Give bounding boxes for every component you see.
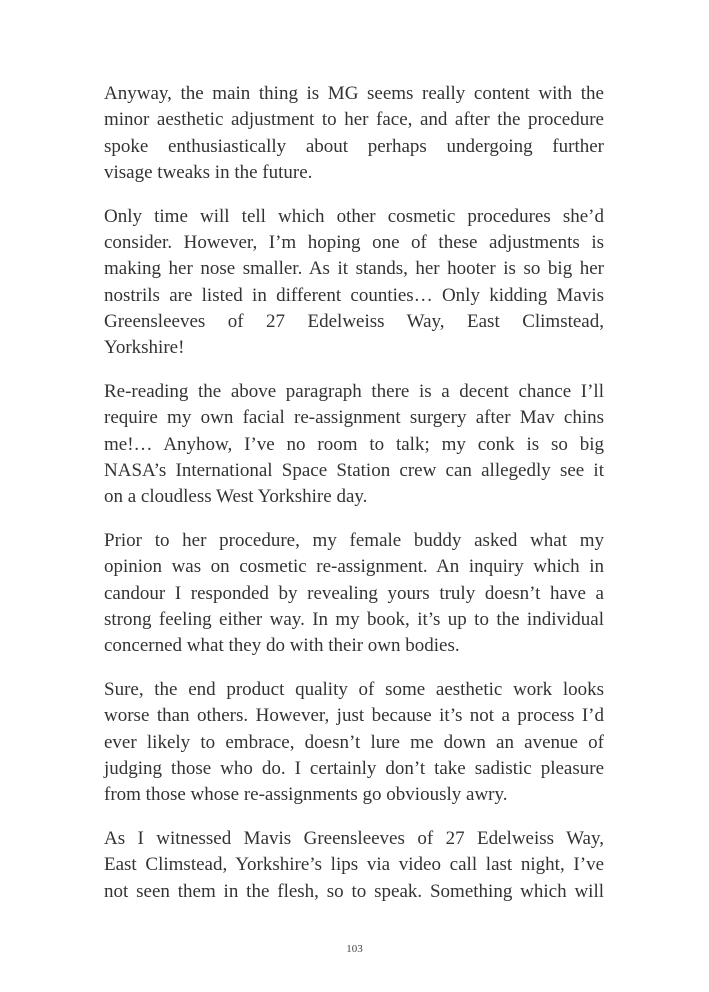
text-line: Prior to her procedure, my female buddy asked what my (104, 529, 604, 551)
text-line: Only time will tell which other cosmetic procedures she’d (104, 205, 604, 227)
text-line: making her nose smaller. As it stands, her hooter is so big her (104, 258, 604, 280)
paragraph (104, 81, 604, 186)
text-line: Sure, the end product quality of some aesthetic work looks (104, 678, 604, 700)
text-line: strong feeling either way. In my book, it’s up to the individual (104, 608, 604, 630)
paragraph (104, 379, 604, 510)
paragraph (104, 677, 604, 808)
text-line: on a cloudless West Yorkshire day. (104, 486, 368, 508)
text-line: ever likely to embrace, doesn’t lure me down an avenue of (104, 731, 604, 753)
text-line: Anyway, the main thing is MG seems really content with the (104, 83, 604, 104)
text-line: candour I responded by revealing yours truly doesn’t have a (104, 582, 604, 604)
paragraph (104, 528, 604, 659)
text-line: worse than others. However, just because it’s not a process I’d (104, 705, 604, 727)
text-line: NASA’s International Space Station crew can allegedly see it (104, 459, 604, 481)
text-line: opinion was on cosmetic re-assignment. An inquiry which in (104, 556, 604, 578)
text-line: concerned what they do with their own bodies. (104, 635, 460, 657)
text-line: nostrils are listed in different counties… Only kidding Mavis (104, 284, 604, 306)
text-line: not seen them in the flesh, so to speak. Something which will (104, 880, 604, 902)
paragraph (104, 826, 604, 905)
text-line: from those whose re-assignments go obviously awry. (104, 784, 508, 806)
text-line: judging those who do. I certainly don’t take sadistic pleasure (104, 757, 604, 779)
text-line: visage tweaks in the future. (104, 161, 313, 183)
text-line: Yorkshire! (104, 337, 185, 359)
text-line: East Climstead, Yorkshire’s lips via video call last night, I’ve (104, 854, 604, 876)
page-body (104, 81, 604, 922)
text-line: As I witnessed Mavis Greensleeves of 27 Edelweiss Way, (104, 827, 604, 849)
paragraph (104, 204, 604, 362)
text-line: require my own facial re-assignment surgery after Mav chins (104, 407, 604, 429)
text-line: minor aesthetic adjustment to her face, and after the procedure (104, 109, 604, 131)
text-line: Re-reading the above paragraph there is a decent chance I’ll (104, 380, 604, 402)
text-line: spoke enthusiastically about perhaps undergoing further (104, 135, 604, 157)
text-line: Greensleeves of 27 Edelweiss Way, East Climstead, (104, 310, 604, 332)
text-line: consider. However, I’m hoping one of these adjustments is (104, 231, 604, 253)
text-line: me!… Anyhow, I’ve no room to talk; my conk is so big (104, 433, 604, 455)
page-number: 103 (346, 943, 363, 955)
